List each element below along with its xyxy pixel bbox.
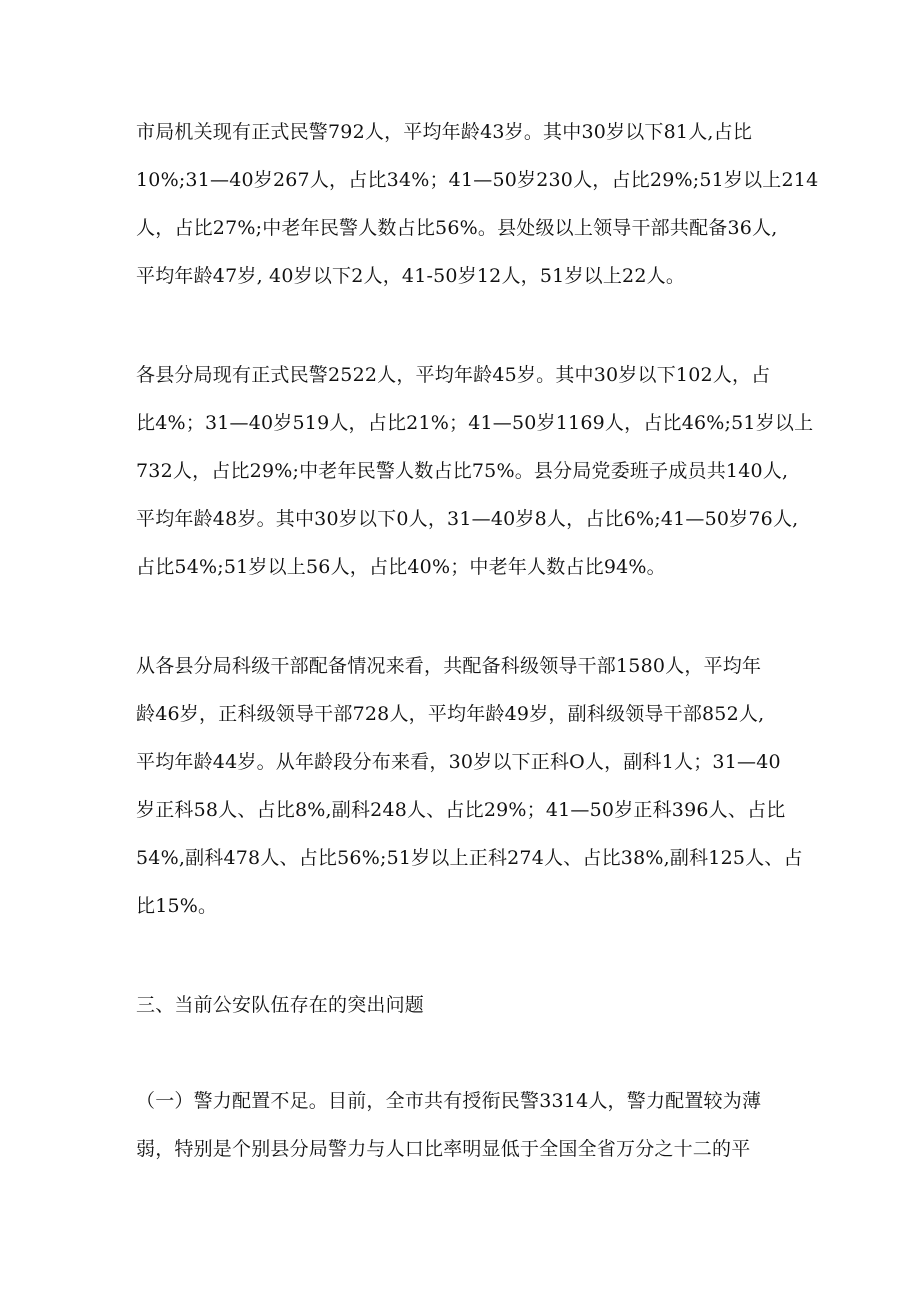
text-line: 平均年龄48岁。其中30岁以下0人，31—40岁8人，占比6%;41—50岁76人,: [136, 508, 799, 530]
text-line: 弱，特别是个别县分局警力与人口比率明显低于全国全省万分之十二的平: [136, 1138, 751, 1160]
text-line: 54%,副科478人、占比56%;51岁以上正科274人、占比38%,副科125人、占: [136, 847, 803, 869]
text-line: 从各县分局科级干部配备情况来看，共配备科级领导干部1580人，平均年: [136, 655, 762, 677]
paragraph-section-cadres: [136, 642, 803, 930]
text-line: （一）警力配置不足。目前，全市共有授衔民警3314人，警力配置较为薄: [136, 1090, 762, 1112]
text-line: 比15%。: [136, 895, 218, 917]
section-heading: [136, 981, 791, 1029]
paragraph-police-shortage: [136, 1077, 791, 1173]
text-line: 龄46岁，正科级领导干部728人，平均年龄49岁，副科级领导干部852人,: [136, 703, 765, 725]
text-line: 各县分局现有正式民警2522人，平均年龄45岁。其中30岁以下102人，占: [136, 364, 771, 386]
text-line: 10%;31—40岁267人，占比34%；41—50岁230人，占比29%;51岁以上214: [136, 169, 819, 191]
heading-text: 三、当前公安队伍存在的突出问题: [136, 994, 425, 1016]
text-line: 占比54%;51岁以上56人，占比40%；中老年人数占比94%。: [136, 556, 666, 578]
text-line: 市局机关现有正式民警792人，平均年龄43岁。其中30岁以下81人,占比: [136, 121, 753, 143]
text-line: 岁正科58人、占比8%,副科248人、占比29%；41—50岁正科396人、占比: [136, 799, 786, 821]
text-line: 人，占比27%;中老年民警人数占比56%。县处级以上领导干部共配备36人,: [136, 217, 778, 239]
text-line: 平均年龄44岁。从年龄段分布来看，30岁以下正科O人，副科1人；31—40: [136, 751, 781, 773]
text-line: 平均年龄47岁, 40岁以下2人，41-50岁12人，51岁以上22人。: [136, 265, 686, 287]
paragraph-county-branches: [136, 351, 814, 591]
text-line: 比4%；31—40岁519人，占比21%；41—50岁1169人，占比46%;51岁以上: [136, 412, 814, 434]
text-line: 732人，占比29%;中老年民警人数占比75%。县分局党委班子成员共140人,: [136, 460, 789, 482]
paragraph-city-bureau: [136, 108, 819, 300]
